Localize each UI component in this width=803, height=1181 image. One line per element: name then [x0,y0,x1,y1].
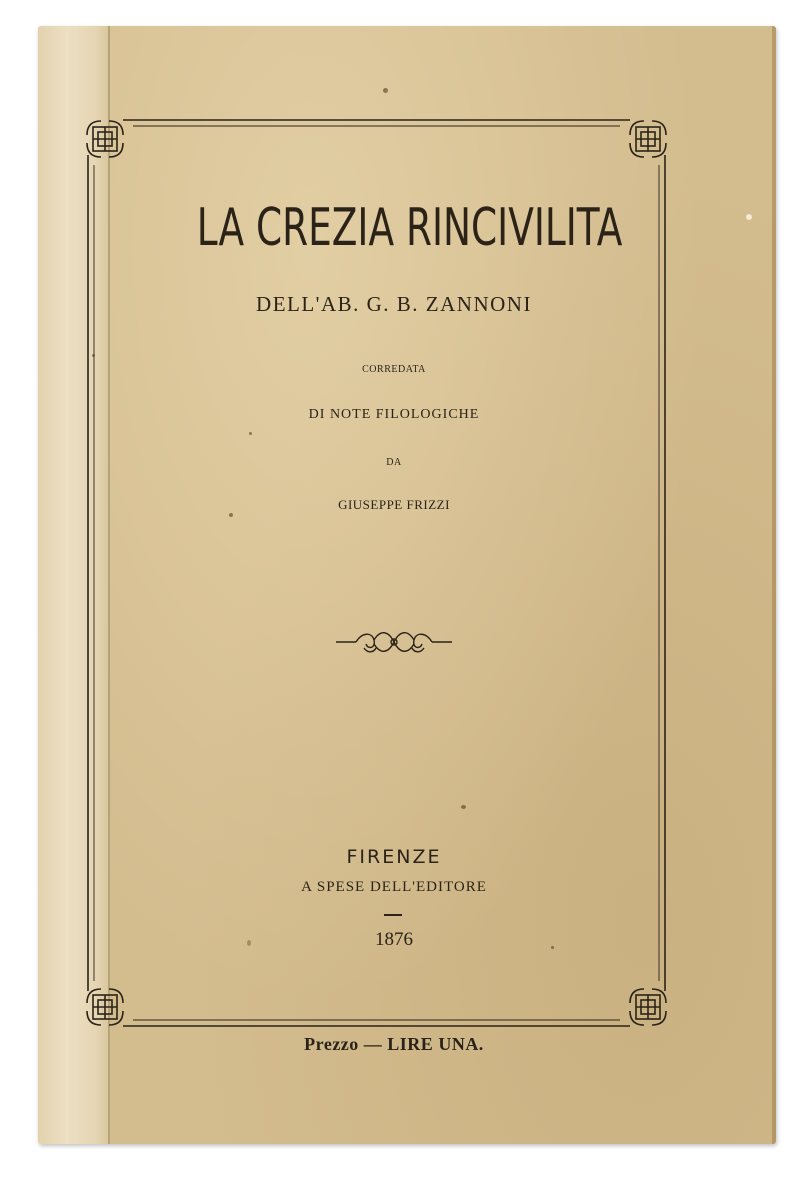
scroll-ornament-icon [334,626,454,658]
front-cover [110,26,776,1144]
cover-edge [772,26,776,1144]
corredata-label: CORREDATA [362,364,426,375]
paper-speck [383,88,388,93]
book-title: LA CREZIA RINCIVILITA [196,198,623,258]
paper-speck [92,354,95,357]
book-spine [38,26,110,1144]
price-line: Prezzo — LIRE UNA. [304,1034,484,1054]
author-line: DELL'AB. G. B. ZANNONI [256,292,532,316]
publication-year: 1876 [375,929,413,950]
paper-speck [249,432,252,435]
notes-line: DI NOTE FILOLOGICHE [308,407,480,422]
paper-speck [461,805,466,809]
publisher-line: A SPESE DELL'EDITORE [301,879,487,895]
da-label: DA [386,457,402,468]
book [38,26,776,1144]
editor-name: GIUSEPPE FRIZZI [338,497,450,512]
separator-dash [384,914,402,916]
city: FIRENZE [346,846,442,868]
paper-speck [746,214,752,220]
